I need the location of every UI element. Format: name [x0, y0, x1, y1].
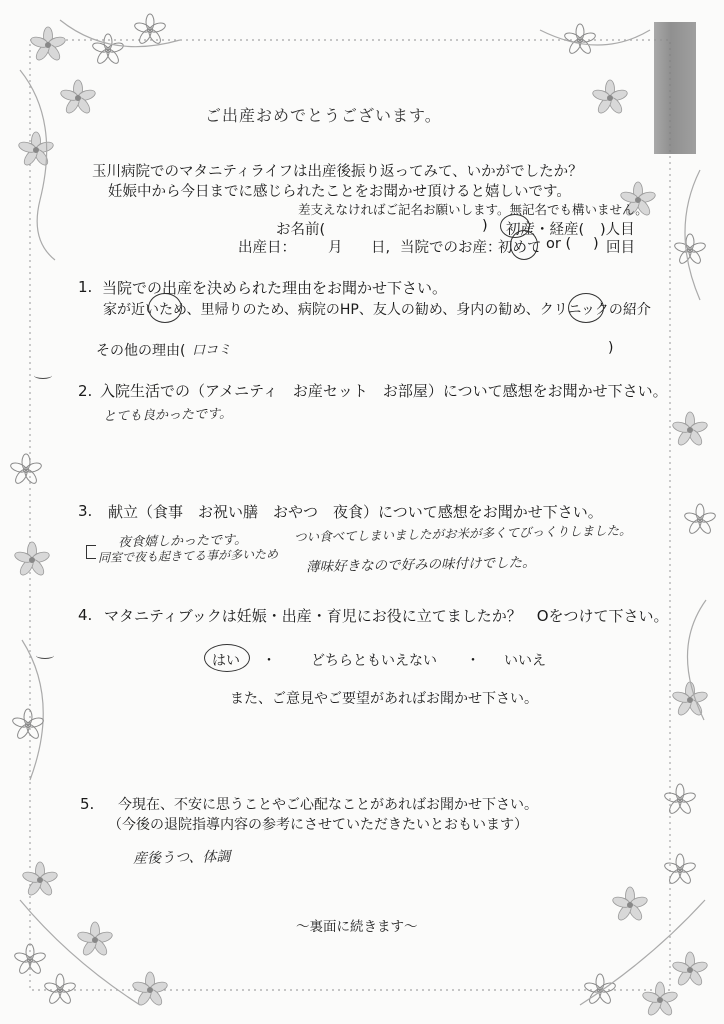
birth-date-label: 出産日：: [238, 240, 296, 256]
q4-option-neither: どちらともいえない: [311, 653, 437, 669]
parity-label: 初産・経産(: [506, 222, 585, 238]
day-label: 日,: [371, 240, 391, 256]
first-circle-mark: [510, 230, 538, 260]
q3-number: 3.: [78, 502, 93, 520]
q1-question: 当院での出産を決められた理由をお聞かせ下さい。: [102, 279, 448, 297]
q3-answer-1: 夜食嬉しかったです。: [117, 532, 248, 551]
times-unit: 回目: [606, 240, 635, 256]
intro-line-2: 妊娠中から今日までに感じられたことをお聞かせ頂けると嬉しいです。: [108, 184, 571, 200]
q3-bracket-mark: [86, 545, 96, 559]
month-label: 月: [328, 240, 343, 256]
q4-separator-2: ・: [466, 653, 480, 669]
q4-option-no: いいえ: [504, 653, 546, 669]
first-option: 初めて: [498, 240, 542, 256]
q4-option-yes: はい: [212, 653, 240, 669]
scan-artifact: [654, 22, 696, 154]
intro-note: 差支えなければご記名お願いします。無記名でも構いません。: [298, 202, 648, 217]
q1-circle-mark-home: [148, 293, 182, 323]
q2-answer: とても良かったです。: [102, 406, 233, 425]
q4-separator-1: ・: [262, 653, 276, 669]
q1-circle-mark-clinic: [568, 293, 604, 323]
footer-continue: ～裏面に続きます～: [296, 919, 418, 935]
q5-sub: （今後の退院指導内容の参考にさせていただきたいとおもいます）: [108, 817, 528, 833]
birth-count-label: 当院でのお産：: [400, 240, 502, 256]
q4-yes-circle-mark: [204, 644, 250, 672]
q3-question: 献立（食事 お祝い膳 おやつ 夜食）について感想をお聞かせ下さい。: [108, 503, 603, 521]
q1-other-answer: 口コミ: [191, 342, 232, 359]
hole-punch-mark: [34, 372, 52, 379]
q4-followup: また、ご意見やご要望があればお聞かせ下さい。: [230, 691, 538, 707]
name-close: ): [482, 218, 488, 234]
times-close: ): [593, 236, 599, 252]
hole-punch-mark-2: [36, 652, 54, 659]
q5-question: 今現在、不安に思うことやご心配なことがあればお聞かせ下さい。: [118, 797, 538, 813]
q4-number: 4.: [78, 606, 93, 624]
q2-number: 2.: [78, 382, 93, 400]
q1-number: 1.: [78, 278, 93, 296]
intro-line-1: 玉川病院でのマタニティライフは出産後振り返ってみて、いかがでしたか？: [92, 164, 583, 180]
parity-close: )人目: [600, 222, 635, 238]
q2-question: 入院生活での（アメニティ お産セット お部屋）について感想をお聞かせ下さい。: [100, 382, 668, 400]
q5-number: 5.: [80, 795, 95, 813]
name-label: お名前(: [276, 222, 326, 238]
q3-answer-3: つい食べてしまいましたがお米が多くてびっくりしました。: [293, 522, 632, 545]
or-label: or (: [546, 236, 572, 252]
q3-answer-4: 薄味好きなので好みの味付けでした。: [305, 554, 536, 576]
q3-answer-2: 同室で夜も起きてる事が多いため: [97, 547, 279, 565]
q1-other-label: その他の理由(: [96, 343, 186, 359]
q4-question: マタニティブックは妊娠・出産・育児にお役に立てましたか？ Oをつけて下さい。: [104, 607, 669, 625]
q1-other-close: ): [608, 340, 614, 356]
q1-options: 家が近いため、里帰りのため、病院のHP、友人の勧め、身内の勧め、クリニックの紹介: [103, 302, 651, 318]
q5-answer: 産後うつ、体調: [132, 848, 231, 868]
page-title: ご出産おめでとうございます。: [205, 106, 442, 125]
